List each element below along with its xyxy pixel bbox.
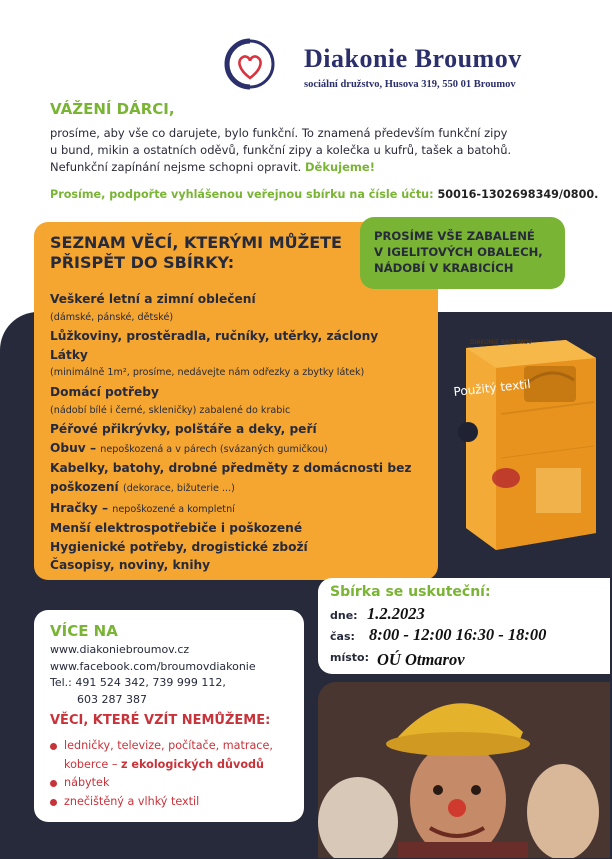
facebook-link[interactable]: www.facebook.com/broumovdiakonie xyxy=(50,659,256,673)
list-item-note: (dámské, pánské, dětské) xyxy=(50,311,174,323)
account-number: 50016-1302698349/0800. xyxy=(437,188,599,201)
bullet-icon xyxy=(50,799,57,806)
intro-line-text: Nefunkční zapínání nejsme schopni opravit. xyxy=(50,160,302,174)
list-item-text: koberce – xyxy=(64,757,118,771)
list-item: Kabelky, batohy, drobné předměty z domácnosti bez xyxy=(50,461,412,476)
intro-line: prosíme, aby vše co darujete, bylo funkční. To znamená především funkční zipy xyxy=(50,126,508,140)
list-item xyxy=(50,774,300,793)
list-item-text: Hračky – xyxy=(50,500,109,515)
container-logo-icon xyxy=(458,422,478,442)
container-brand: DIAKONIE BROUMOV xyxy=(470,339,533,346)
clown-photo xyxy=(318,682,610,858)
not-accepted-list xyxy=(50,737,300,811)
list-item: Veškeré letní a zimní oblečení xyxy=(50,292,256,306)
list-item xyxy=(50,439,435,460)
list-item: Látky xyxy=(50,347,88,362)
list-item xyxy=(50,478,435,499)
not-accepted-title: VĚCI, KTERÉ VZÍT NEMŮŽEME: xyxy=(50,713,271,728)
org-name: Diakonie Broumov xyxy=(304,44,522,73)
list-item: Menší elektrospotřebiče i poškozené xyxy=(50,521,303,536)
list-item: Časopisy, noviny, knihy xyxy=(50,558,211,573)
org-address: sociální družstvo, Husova 319, 550 01 Broumov xyxy=(304,79,516,90)
date-label: dne: xyxy=(330,609,358,622)
intro-line xyxy=(50,159,570,176)
place-label: místo: xyxy=(330,651,369,664)
phone-line: Tel.: 491 524 342, 739 999 112, xyxy=(50,676,226,690)
more-info-title: VÍCE NA xyxy=(50,622,118,640)
packing-line: V IGELITOVÝCH OBALECH, xyxy=(374,245,543,259)
list-item: Lůžkoviny, prostěradla, ručníky, utěrky, záclony xyxy=(50,329,379,344)
list-item-note: (minimálně 1m², prosíme, nedávejte nám odřezky a zbytky látek) xyxy=(50,367,365,379)
donation-list xyxy=(50,290,435,575)
intro-text xyxy=(50,125,570,176)
list-item-text: nábytek xyxy=(64,776,110,790)
account-text: Prosíme, podpořte vyhlášenou veřejnou sbírku na čísle účtu: xyxy=(50,188,434,201)
packing-line: PROSÍME VŠE ZABALENÉ xyxy=(374,229,535,243)
bullet-icon xyxy=(50,780,57,787)
time-value: 8:00 - 12:00 16:30 - 18:00 xyxy=(369,625,547,644)
list-item-note: (nádobí bílé i černé, skleničky) zabalené do krabic xyxy=(50,404,291,416)
list-item-emphasis: z ekologických důvodů xyxy=(121,757,264,771)
list-item-text: ledničky, televize, počítače, matrace, xyxy=(64,739,273,752)
collection-title: Sbírka se uskuteční: xyxy=(330,584,491,600)
list-item-text: Obuv – xyxy=(50,440,97,455)
phone-line: 603 287 387 xyxy=(77,692,147,706)
list-item-text: poškození xyxy=(50,479,119,494)
container-label: Použitý textil xyxy=(452,376,532,399)
greeting-heading: VÁŽENÍ DÁRCI, xyxy=(50,100,175,118)
donation-list-title xyxy=(50,233,350,273)
collection-container-image xyxy=(446,318,606,558)
list-item: Péřové přikrývky, polštáře a deky, peří xyxy=(50,422,317,437)
thanks-text: Děkujeme! xyxy=(304,160,375,174)
list-item xyxy=(50,499,435,520)
list-item-note: nepoškozené a kompletní xyxy=(112,503,235,515)
list-item-note: nepoškozená a v párech (svázaných gumičkou) xyxy=(100,443,328,455)
website-link[interactable]: www.diakoniebroumov.cz xyxy=(50,643,190,656)
list-item: Domácí potřeby xyxy=(50,384,159,399)
title-line: PŘISPĚT DO SBÍRKY: xyxy=(50,253,235,272)
place-value: OÚ Otmarov xyxy=(377,650,465,669)
packing-note-text xyxy=(374,228,559,276)
account-note xyxy=(50,188,598,201)
list-item-note: (dekorace, bižuterie ...) xyxy=(122,482,235,494)
time-label: čas: xyxy=(330,630,355,643)
list-item xyxy=(50,793,300,812)
list-item: Hygienické potřeby, drogistické zboží xyxy=(50,539,308,554)
contact-info xyxy=(50,642,300,708)
list-item xyxy=(50,737,300,774)
date-value: 1.2.2023 xyxy=(367,604,425,623)
diakonie-logo xyxy=(224,38,276,90)
heart-icon xyxy=(239,56,260,78)
list-item-text xyxy=(64,756,300,775)
bullet-icon xyxy=(50,743,57,750)
packing-line: NÁDOBÍ V KRABICÍCH xyxy=(374,261,514,275)
list-item-text: znečištěný a vlhký textil xyxy=(64,794,200,808)
title-line: SEZNAM VĚCÍ, KTERÝMI MŮŽETE xyxy=(50,233,342,252)
intro-line: u bund, mikin a ostatních oděvů, funkční zipy a kolečka u kufrů, tašek a batohů. xyxy=(50,143,512,157)
